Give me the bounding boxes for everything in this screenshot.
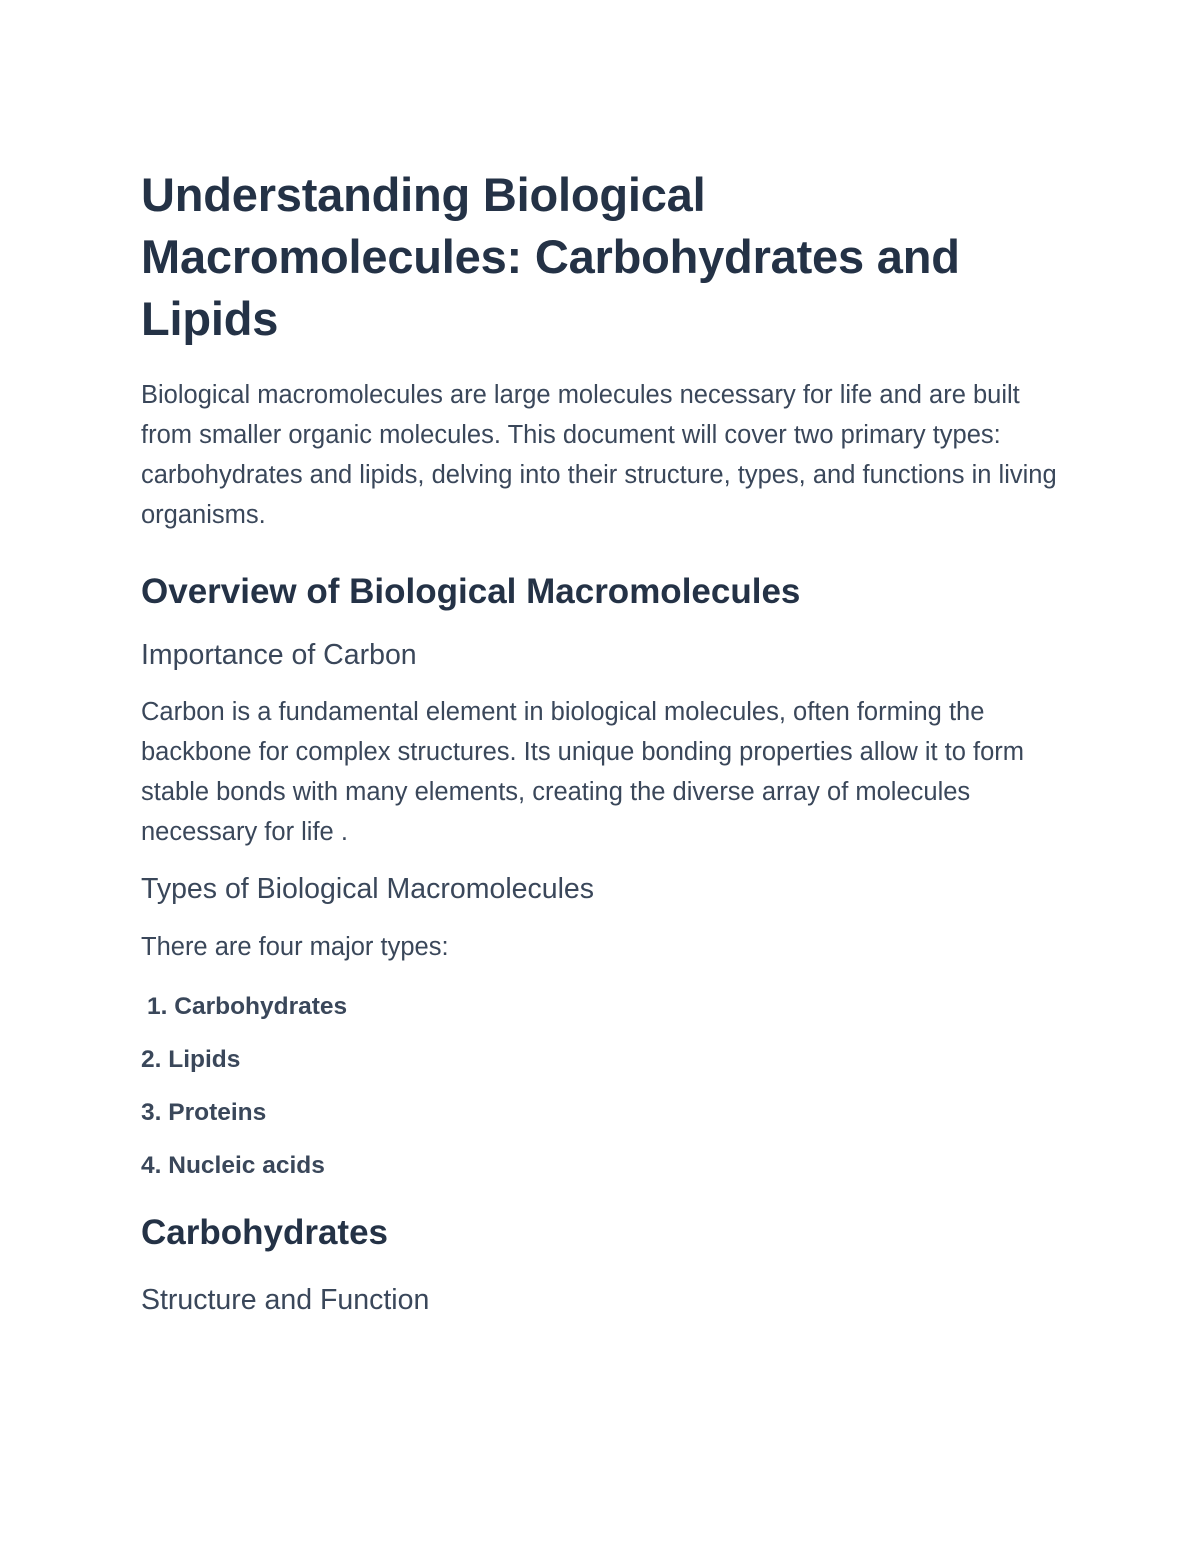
list-item-number: 2. — [141, 1046, 162, 1073]
carbon-heading: Importance of Carbon — [141, 639, 417, 671]
list-item-label: Carbohydrates — [174, 993, 348, 1020]
list-item — [141, 980, 1071, 1033]
carbon-paragraph: Carbon is a fundamental element in biological molecules, often forming the backbone for complex structures. Its unique bonding properties allow it to form stable bonds with many elements, creating the diverse array of molecules necessary for life . — [141, 698, 1025, 846]
types-intro: There are four major types: — [141, 933, 449, 961]
intro-paragraph: Biological macromolecules are large molecules necessary for life and are built from smaller organic molecules. This document will cover two primary types: carbohydrates and lipids, delving into their structure, types, and functions in living organisms. — [141, 381, 1057, 529]
overview-heading: Overview of Biological Macromolecules — [141, 572, 801, 611]
structure-function-heading: Structure and Function — [141, 1284, 430, 1316]
document-title: Understanding Biological Macromolecules: Carbohydrates and Lipids — [141, 168, 960, 345]
macromolecule-types-list — [141, 980, 1071, 1192]
list-item-number: 4. — [141, 1152, 162, 1179]
list-item-number: 1. — [147, 993, 168, 1020]
types-heading: Types of Biological Macromolecules — [141, 873, 595, 905]
list-item-number: 3. — [141, 1099, 162, 1126]
list-item-label: Lipids — [168, 1046, 241, 1073]
carbohydrates-heading: Carbohydrates — [141, 1213, 389, 1252]
list-item — [141, 1139, 1071, 1192]
list-item — [141, 1033, 1071, 1086]
list-item-label: Nucleic acids — [168, 1152, 325, 1179]
list-item — [141, 1086, 1071, 1139]
document-page — [141, 164, 1071, 1320]
list-item-label: Proteins — [168, 1099, 267, 1126]
